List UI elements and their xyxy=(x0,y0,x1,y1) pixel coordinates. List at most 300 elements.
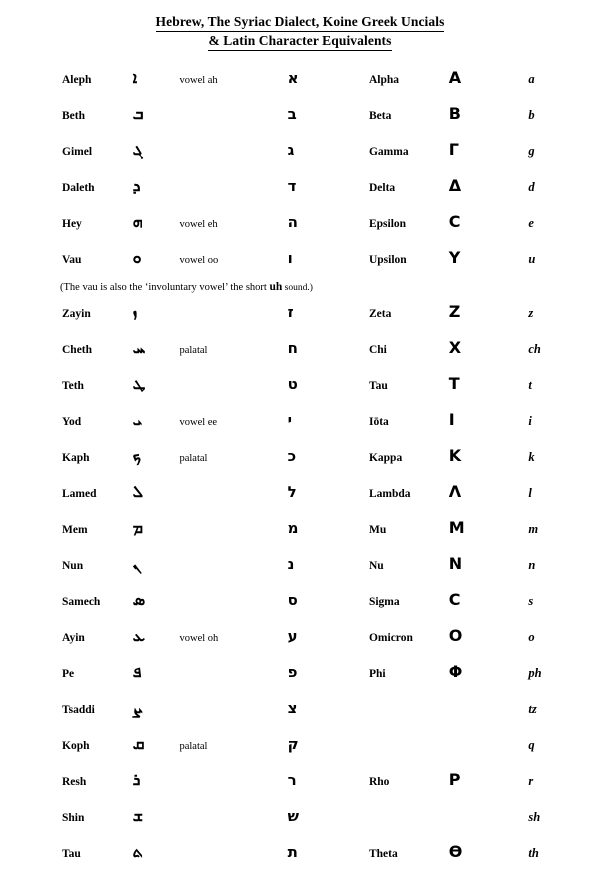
syriac-glyph-cell-text: ܘ xyxy=(132,248,142,267)
syriac-glyph-cell xyxy=(133,547,176,583)
hebrew-name-cell xyxy=(0,655,133,691)
greek-name-cell xyxy=(351,61,443,97)
hebrew-name-cell-text: Zayin xyxy=(62,308,91,320)
table-row xyxy=(0,835,600,871)
latin-equivalent-cell-text: t xyxy=(528,378,532,392)
hebrew-letter-cell xyxy=(282,619,351,655)
pronunciation-note-cell xyxy=(175,133,281,169)
latin-equivalent-cell xyxy=(522,61,600,97)
hebrew-letter-cell xyxy=(282,835,351,871)
page-title xyxy=(0,0,600,51)
syriac-glyph-cell-text: ܟ xyxy=(132,446,142,465)
pronunciation-note-cell xyxy=(175,655,281,691)
hebrew-name-cell-text: Cheth xyxy=(62,344,93,356)
greek-uncial-cell-text: Κ xyxy=(448,446,462,465)
vau-footnote-row xyxy=(0,277,600,295)
pronunciation-note-cell xyxy=(175,799,281,835)
hebrew-letter-cell xyxy=(282,727,351,763)
table-row xyxy=(0,97,600,133)
latin-equivalent-cell-text: u xyxy=(528,252,536,266)
greek-uncial-cell xyxy=(443,547,523,583)
pronunciation-note-cell xyxy=(175,97,281,133)
pronunciation-note-cell xyxy=(175,835,281,871)
greek-uncial-cell xyxy=(443,619,523,655)
syriac-glyph-cell xyxy=(133,511,176,547)
greek-name-cell xyxy=(351,241,443,277)
hebrew-name-cell xyxy=(0,763,133,799)
hebrew-letter-cell-text: ז xyxy=(287,303,294,321)
latin-equivalent-cell xyxy=(522,169,600,205)
hebrew-name-cell-text: Pe xyxy=(62,668,75,680)
greek-name-cell xyxy=(351,367,443,403)
greek-uncial-cell-text: Ι xyxy=(448,410,455,429)
greek-name-cell-text: Beta xyxy=(368,110,392,122)
greek-uncial-cell-text: Ο xyxy=(448,626,463,645)
syriac-glyph-cell-text: ܣ xyxy=(132,590,146,609)
table-row xyxy=(0,799,600,835)
greek-uncial-cell-text: Τ xyxy=(448,374,460,393)
syriac-glyph-cell-text: ܥ xyxy=(132,626,145,645)
hebrew-name-cell-text: Daleth xyxy=(62,182,95,194)
greek-name-cell-text: Theta xyxy=(368,848,398,860)
pronunciation-note-cell-text: vowel ah xyxy=(179,75,218,86)
greek-uncial-cell xyxy=(443,835,523,871)
syriac-glyph-cell-text: ܫ xyxy=(132,806,143,825)
greek-uncial-cell-text: Δ xyxy=(448,176,462,195)
hebrew-letter-cell-text: ש xyxy=(287,807,299,825)
greek-name-cell-text: Mu xyxy=(368,524,387,536)
pronunciation-note-cell xyxy=(175,439,281,475)
table-row xyxy=(0,727,600,763)
greek-name-cell-text: Zeta xyxy=(368,308,392,320)
syriac-glyph-cell-text: ܐ xyxy=(132,68,138,87)
latin-equivalent-cell xyxy=(522,835,600,871)
hebrew-name-cell xyxy=(0,295,133,331)
greek-name-cell-text: Iōta xyxy=(368,416,389,428)
hebrew-letter-cell-text: כ xyxy=(287,447,297,465)
latin-equivalent-cell-text: s xyxy=(528,594,534,608)
greek-name-cell xyxy=(351,295,443,331)
syriac-glyph-cell-text: ܩ xyxy=(132,734,145,753)
latin-equivalent-cell xyxy=(522,511,600,547)
latin-equivalent-cell-text: th xyxy=(528,846,539,860)
table-row xyxy=(0,475,600,511)
greek-uncial-cell xyxy=(443,475,523,511)
hebrew-letter-cell-text: פ xyxy=(287,663,298,681)
hebrew-name-cell-text: Hey xyxy=(62,218,82,230)
pronunciation-note-cell xyxy=(175,691,281,727)
latin-equivalent-cell xyxy=(522,403,600,439)
hebrew-letter-cell-text: ל xyxy=(287,483,297,501)
latin-equivalent-cell xyxy=(522,331,600,367)
hebrew-letter-cell-text: י xyxy=(287,411,293,429)
greek-name-cell xyxy=(351,619,443,655)
greek-name-cell xyxy=(351,97,443,133)
hebrew-letter-cell-text: ב xyxy=(287,105,297,123)
greek-name-cell-text: Alpha xyxy=(368,74,400,86)
greek-name-cell xyxy=(351,169,443,205)
hebrew-letter-cell xyxy=(282,61,351,97)
syriac-glyph-cell xyxy=(133,97,176,133)
table-row xyxy=(0,61,600,97)
hebrew-letter-cell-text: ה xyxy=(287,213,298,231)
greek-uncial-cell-text: Ζ xyxy=(448,302,461,321)
greek-uncial-cell xyxy=(443,133,523,169)
hebrew-letter-cell xyxy=(282,403,351,439)
pronunciation-note-cell-text: vowel oh xyxy=(179,633,219,644)
greek-uncial-cell-text: Ν xyxy=(448,554,463,573)
hebrew-name-cell-text: Mem xyxy=(62,524,88,536)
latin-equivalent-cell-text: m xyxy=(528,522,539,536)
hebrew-letter-cell-text: ד xyxy=(287,177,297,195)
hebrew-name-cell-text: Koph xyxy=(62,740,90,752)
greek-uncial-cell-text: Γ xyxy=(448,140,459,159)
pronunciation-note-cell xyxy=(175,619,281,655)
syriac-glyph-cell-text: ܚ xyxy=(132,338,146,357)
table-row xyxy=(0,133,600,169)
greek-name-cell-text: Chi xyxy=(368,344,387,356)
latin-equivalent-cell-text: o xyxy=(528,630,535,644)
hebrew-letter-cell-text: ג xyxy=(287,141,295,159)
latin-equivalent-cell-text: k xyxy=(528,450,535,464)
hebrew-letter-cell xyxy=(282,133,351,169)
pronunciation-note-cell xyxy=(175,475,281,511)
syriac-glyph-cell-text: ܬ xyxy=(132,842,143,861)
latin-equivalent-cell xyxy=(522,763,600,799)
greek-name-cell-text: Delta xyxy=(368,182,396,194)
greek-name-cell-text: Tau xyxy=(368,380,388,392)
greek-uncial-cell-text: Φ xyxy=(448,662,463,681)
latin-equivalent-cell-text: sh xyxy=(528,810,541,824)
hebrew-letter-cell xyxy=(282,583,351,619)
greek-uncial-cell-text: Υ xyxy=(448,248,461,267)
syriac-glyph-cell xyxy=(133,241,176,277)
hebrew-name-cell xyxy=(0,205,133,241)
hebrew-name-cell xyxy=(0,97,133,133)
latin-equivalent-cell-text: q xyxy=(528,738,535,752)
hebrew-letter-cell-text: ע xyxy=(287,627,298,645)
syriac-glyph-cell-text: ܝ xyxy=(132,410,142,429)
greek-uncial-cell-text: Μ xyxy=(448,518,465,537)
latin-equivalent-cell xyxy=(522,619,600,655)
latin-equivalent-cell-text: l xyxy=(528,486,532,500)
hebrew-name-cell-text: Tsaddi xyxy=(62,704,95,716)
syriac-glyph-cell xyxy=(133,763,176,799)
syriac-glyph-cell-text: ܓ xyxy=(132,140,143,159)
hebrew-name-cell-text: Vau xyxy=(62,254,82,266)
syriac-glyph-cell xyxy=(133,133,176,169)
greek-uncial-cell xyxy=(443,583,523,619)
greek-name-cell-text: Upsilon xyxy=(368,254,407,266)
hebrew-name-cell xyxy=(0,403,133,439)
table-row xyxy=(0,547,600,583)
hebrew-letter-cell xyxy=(282,547,351,583)
latin-equivalent-cell xyxy=(522,133,600,169)
hebrew-letter-cell-text: ו xyxy=(287,249,293,267)
table-row xyxy=(0,169,600,205)
greek-name-cell xyxy=(351,547,443,583)
greek-uncial-cell xyxy=(443,439,523,475)
syriac-glyph-cell xyxy=(133,727,176,763)
greek-name-cell xyxy=(351,835,443,871)
latin-equivalent-cell-text: n xyxy=(528,558,536,572)
vau-footnote-suffix: sound.) xyxy=(282,283,313,293)
greek-uncial-cell xyxy=(443,331,523,367)
greek-name-cell-text: Sigma xyxy=(368,596,400,608)
latin-equivalent-cell xyxy=(522,727,600,763)
syriac-glyph-cell xyxy=(133,799,176,835)
syriac-glyph-cell xyxy=(133,169,176,205)
hebrew-name-cell-text: Samech xyxy=(62,596,101,608)
table-row xyxy=(0,583,600,619)
hebrew-name-cell xyxy=(0,691,133,727)
latin-equivalent-cell-text: b xyxy=(528,108,535,122)
hebrew-name-cell xyxy=(0,547,133,583)
latin-equivalent-cell xyxy=(522,205,600,241)
syriac-glyph-cell xyxy=(133,439,176,475)
hebrew-letter-cell-text: ס xyxy=(287,591,298,609)
greek-name-cell xyxy=(351,403,443,439)
syriac-glyph-cell-text: ܛ xyxy=(132,374,146,393)
table-row xyxy=(0,367,600,403)
pronunciation-note-cell-text: palatal xyxy=(179,741,208,752)
hebrew-letter-cell xyxy=(282,475,351,511)
greek-uncial-cell xyxy=(443,169,523,205)
syriac-glyph-cell-text: ܕ xyxy=(132,176,141,195)
hebrew-letter-cell xyxy=(282,205,351,241)
hebrew-letter-cell-text: ר xyxy=(287,771,297,789)
hebrew-letter-cell xyxy=(282,367,351,403)
latin-equivalent-cell xyxy=(522,97,600,133)
hebrew-name-cell xyxy=(0,583,133,619)
hebrew-name-cell xyxy=(0,367,133,403)
greek-name-cell xyxy=(351,799,443,835)
greek-uncial-cell xyxy=(443,691,523,727)
hebrew-name-cell xyxy=(0,169,133,205)
pronunciation-note-cell xyxy=(175,331,281,367)
hebrew-name-cell-text: Teth xyxy=(62,380,84,392)
syriac-glyph-cell xyxy=(133,655,176,691)
syriac-glyph-cell xyxy=(133,367,176,403)
greek-name-cell-text: Omicron xyxy=(368,632,413,644)
latin-equivalent-cell xyxy=(522,583,600,619)
title-line-secondary: & Latin Character Equivalents xyxy=(208,32,391,51)
greek-uncial-cell-text: Α xyxy=(448,68,462,87)
hebrew-name-cell-text: Tau xyxy=(62,848,81,860)
greek-uncial-cell xyxy=(443,763,523,799)
pronunciation-note-cell-text: palatal xyxy=(179,345,208,356)
pronunciation-note-cell xyxy=(175,727,281,763)
latin-equivalent-cell-text: a xyxy=(528,72,535,86)
latin-equivalent-cell xyxy=(522,367,600,403)
greek-name-cell-text: Rho xyxy=(368,776,390,788)
pronunciation-note-cell-text: vowel ee xyxy=(179,417,218,428)
hebrew-name-cell xyxy=(0,619,133,655)
greek-name-cell xyxy=(351,511,443,547)
hebrew-name-cell xyxy=(0,133,133,169)
hebrew-letter-cell-text: נ xyxy=(287,555,295,573)
hebrew-letter-cell xyxy=(282,655,351,691)
latin-equivalent-cell-text: g xyxy=(528,144,535,158)
table-row xyxy=(0,295,600,331)
table-body xyxy=(0,61,600,871)
syriac-glyph-cell-text: ܗ xyxy=(132,212,143,231)
hebrew-letter-cell xyxy=(282,763,351,799)
pronunciation-note-cell xyxy=(175,583,281,619)
latin-equivalent-cell xyxy=(522,475,600,511)
table-row xyxy=(0,241,600,277)
latin-equivalent-cell xyxy=(522,241,600,277)
syriac-glyph-cell xyxy=(133,61,176,97)
hebrew-letter-cell-text: ט xyxy=(287,375,298,393)
latin-equivalent-cell-text: d xyxy=(528,180,535,194)
latin-equivalent-cell-text: tz xyxy=(528,702,537,716)
greek-uncial-cell-text: Χ xyxy=(448,338,462,357)
hebrew-name-cell xyxy=(0,727,133,763)
latin-equivalent-cell xyxy=(522,691,600,727)
greek-uncial-cell-text: Β xyxy=(448,104,461,123)
table-row xyxy=(0,403,600,439)
syriac-glyph-cell xyxy=(133,295,176,331)
table-row xyxy=(0,439,600,475)
hebrew-letter-cell xyxy=(282,295,351,331)
pronunciation-note-cell xyxy=(175,241,281,277)
greek-uncial-cell-text: Λ xyxy=(448,482,462,501)
greek-uncial-cell xyxy=(443,295,523,331)
syriac-glyph-cell-text: ܦ xyxy=(132,662,142,681)
latin-equivalent-cell-text: r xyxy=(528,774,534,788)
latin-equivalent-cell-text: i xyxy=(528,414,532,428)
hebrew-letter-cell-text: ת xyxy=(287,843,298,861)
syriac-glyph-cell xyxy=(133,403,176,439)
syriac-glyph-cell xyxy=(133,475,176,511)
syriac-glyph-cell xyxy=(133,205,176,241)
hebrew-letter-cell xyxy=(282,511,351,547)
greek-name-cell xyxy=(351,205,443,241)
greek-uncial-cell-text: Ϲ xyxy=(448,212,461,231)
hebrew-name-cell-text: Shin xyxy=(62,812,85,824)
pronunciation-note-cell xyxy=(175,169,281,205)
alphabet-equivalence-table xyxy=(0,61,600,871)
table-row xyxy=(0,763,600,799)
pronunciation-note-cell xyxy=(175,205,281,241)
greek-uncial-cell xyxy=(443,655,523,691)
latin-equivalent-cell-text: ph xyxy=(528,666,542,680)
hebrew-name-cell-text: Yod xyxy=(62,416,82,428)
syriac-glyph-cell xyxy=(133,835,176,871)
latin-equivalent-cell-text: ch xyxy=(528,342,541,356)
syriac-glyph-cell xyxy=(133,619,176,655)
greek-name-cell-text: Gamma xyxy=(368,146,409,158)
greek-name-cell xyxy=(351,691,443,727)
table-row xyxy=(0,619,600,655)
pronunciation-note-cell-text: vowel oo xyxy=(179,255,219,266)
pronunciation-note-cell xyxy=(175,403,281,439)
greek-uncial-cell-text: Ρ xyxy=(448,770,461,789)
latin-equivalent-cell xyxy=(522,547,600,583)
syriac-glyph-cell-text: ܢ xyxy=(132,554,142,573)
title-line-primary: Hebrew, The Syriac Dialect, Koine Greek Uncials xyxy=(156,13,445,32)
greek-name-cell-text: Kappa xyxy=(368,452,403,464)
greek-uncial-cell-text: Ѳ xyxy=(448,842,463,861)
syriac-glyph-cell-text: ܨ xyxy=(132,698,143,717)
latin-equivalent-cell xyxy=(522,439,600,475)
greek-uncial-cell xyxy=(443,97,523,133)
hebrew-letter-cell-text: ק xyxy=(287,735,299,753)
pronunciation-note-cell-text: vowel eh xyxy=(179,219,218,230)
greek-name-cell-text: Lambda xyxy=(368,488,411,500)
hebrew-letter-cell xyxy=(282,97,351,133)
pronunciation-note-cell xyxy=(175,61,281,97)
latin-equivalent-cell xyxy=(522,295,600,331)
syriac-glyph-cell-text: ܙ xyxy=(132,302,138,321)
greek-name-cell xyxy=(351,439,443,475)
greek-name-cell xyxy=(351,331,443,367)
hebrew-letter-cell-text: א xyxy=(287,69,299,87)
greek-uncial-cell xyxy=(443,241,523,277)
latin-equivalent-cell-text: z xyxy=(528,306,534,320)
vau-footnote-cell xyxy=(0,277,600,295)
greek-uncial-cell xyxy=(443,403,523,439)
hebrew-letter-cell xyxy=(282,331,351,367)
syriac-glyph-cell-text: ܒ xyxy=(132,104,144,123)
hebrew-name-cell xyxy=(0,475,133,511)
hebrew-name-cell-text: Gimel xyxy=(62,146,93,158)
hebrew-name-cell xyxy=(0,511,133,547)
latin-equivalent-cell xyxy=(522,799,600,835)
hebrew-name-cell xyxy=(0,331,133,367)
greek-name-cell xyxy=(351,763,443,799)
greek-name-cell-text: Nu xyxy=(368,560,384,572)
vau-footnote-emphasis: uh xyxy=(269,281,283,293)
syriac-glyph-cell-text: ܡ xyxy=(132,518,144,537)
vau-footnote-text xyxy=(0,282,313,293)
hebrew-name-cell xyxy=(0,799,133,835)
hebrew-letter-cell xyxy=(282,241,351,277)
hebrew-letter-cell xyxy=(282,439,351,475)
pronunciation-note-cell xyxy=(175,295,281,331)
hebrew-letter-cell-text: ח xyxy=(287,339,298,357)
greek-uncial-cell xyxy=(443,511,523,547)
hebrew-letter-cell xyxy=(282,169,351,205)
greek-name-cell-text: Epsilon xyxy=(368,218,407,230)
greek-uncial-cell-text: Ϲ xyxy=(448,590,461,609)
latin-equivalent-cell-text: e xyxy=(528,216,534,230)
syriac-glyph-cell-text: ܠ xyxy=(132,482,144,501)
hebrew-name-cell-text: Ayin xyxy=(62,632,85,644)
pronunciation-note-cell-text: palatal xyxy=(179,453,208,464)
hebrew-name-cell xyxy=(0,835,133,871)
greek-uncial-cell xyxy=(443,367,523,403)
hebrew-letter-cell-text: מ xyxy=(287,519,299,537)
syriac-glyph-cell xyxy=(133,691,176,727)
greek-uncial-cell xyxy=(443,61,523,97)
hebrew-name-cell-text: Lamed xyxy=(62,488,97,500)
pronunciation-note-cell xyxy=(175,511,281,547)
hebrew-name-cell xyxy=(0,439,133,475)
greek-name-cell-text: Phi xyxy=(368,668,386,680)
greek-uncial-cell xyxy=(443,727,523,763)
greek-uncial-cell xyxy=(443,799,523,835)
hebrew-letter-cell-text: צ xyxy=(287,699,298,717)
syriac-glyph-cell xyxy=(133,331,176,367)
hebrew-name-cell-text: Nun xyxy=(62,560,84,572)
greek-name-cell xyxy=(351,727,443,763)
latin-equivalent-cell xyxy=(522,655,600,691)
greek-name-cell xyxy=(351,133,443,169)
hebrew-name-cell-text: Aleph xyxy=(62,74,92,86)
pronunciation-note-cell xyxy=(175,367,281,403)
